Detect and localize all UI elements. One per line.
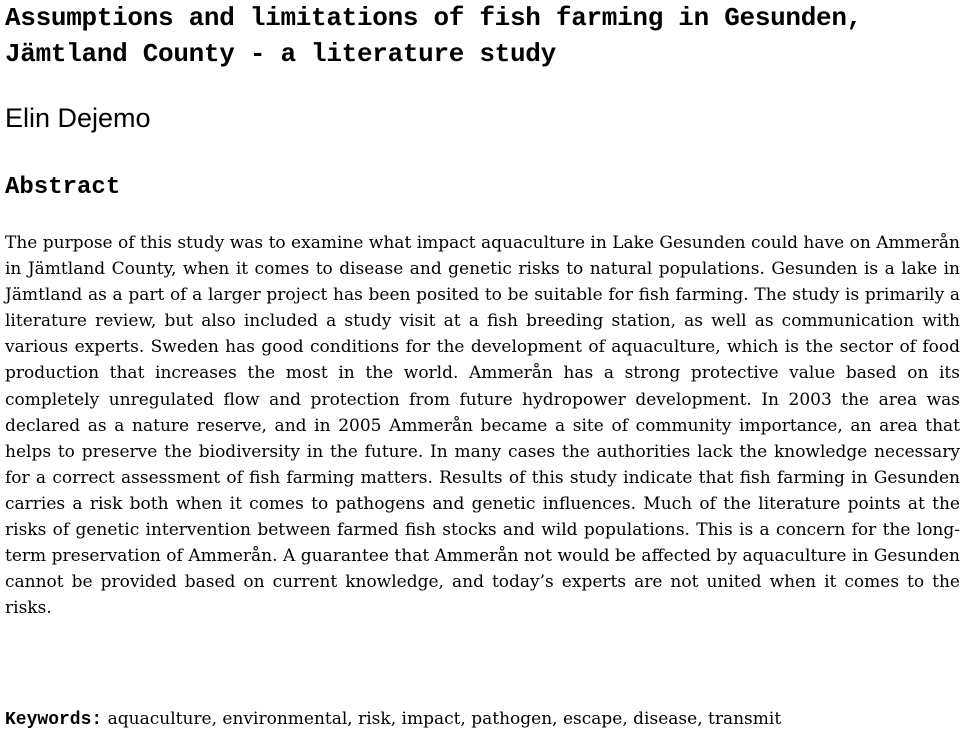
abstract-text: The purpose of this study was to examine what impact aquaculture in Lake Gesunden could have on Ammerån in Jämtland County, when it comes to disease and genetic risks to natural populations. Gesunden is a lake in Jämtland as a part of a larger project has been posited to be suitable for fish farming. The study is primarily a literature review, but also included a study visit at a fish breeding station, as well as communication with various experts. Sweden has good conditions for the development of aquaculture, which is the sector of food production that increases the most in the world. Ammerån has a strong protective value based on its completely unregulated flow and protection from future hydropower development. In 2003 the area was declared as a nature reserve, and in 2005 Ammerån became a site of community importance, an area that helps to preserve the biodiversity in the future. In many cases the authorities lack the knowledge necessary for a correct assessment of fish farming matters. Results of this study indicate that fish farming in Gesunden carries a risk both when it comes to pathogens and genetic influences. Much of the literature points at the risks of genetic intervention between farmed fish stocks and wild populations. This is a concern for the long-term preservation of Ammerån. A guarantee that Ammerån not would be affected by aquaculture in Gesunden cannot be provided based on current knowledge, and today’s experts are not united when it comes to the risks. (5, 233, 960, 619)
keywords-list: aquaculture, environmental, risk, impact, pathogen, escape, disease, transmit (107, 709, 782, 729)
keywords-label: Keywords: (5, 710, 103, 730)
document-title: Assumptions and limitations of fish farming in Gesunden, Jämtland County - a literature study (5, 3, 862, 69)
abstract-heading: Abstract (5, 174, 121, 201)
keywords-line (5, 706, 960, 733)
author-name: Elin Dejemo (5, 103, 151, 133)
